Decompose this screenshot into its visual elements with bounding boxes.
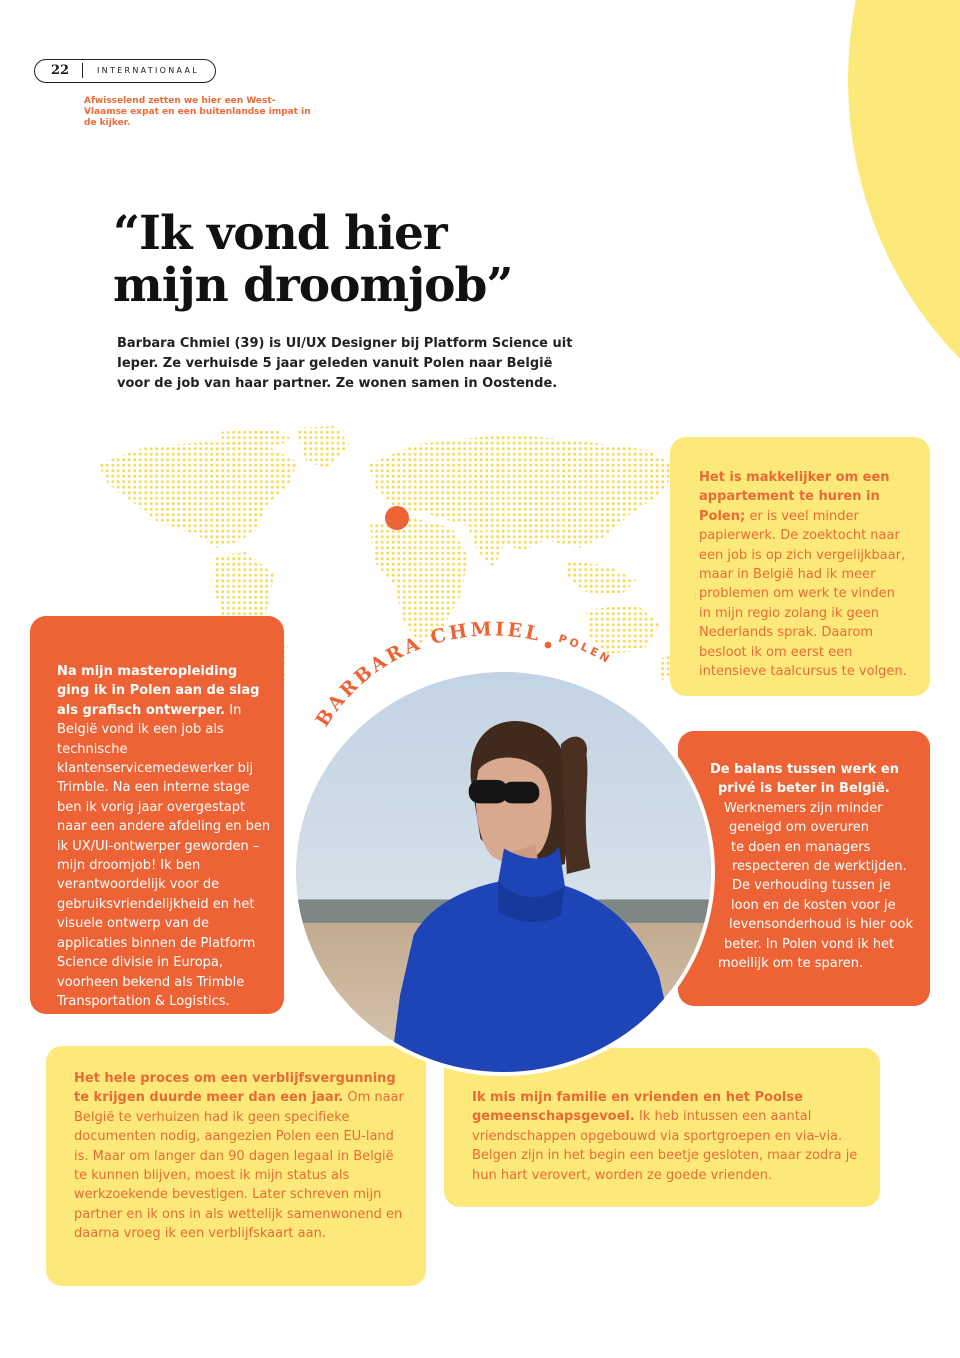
intro-text: Afwisselend zetten we hier een West-Vlaamse expat en een buitenlandse impat in de kijker. <box>84 96 311 128</box>
lead-paragraph: Barbara Chmiel (39) is UI/UX Designer bij Platform Science uit Ieper. Ze verhuisde 5 jaar geleden vanuit Polen naar België voor de job van haar partner. Ze wonen samen in Oostende. <box>117 336 573 391</box>
quote-balance-line: te doen en managers <box>731 839 871 855</box>
header-divider <box>82 63 83 78</box>
subject-name-label: BARBARA CHMIEL <box>311 618 544 731</box>
page-number: 22 <box>51 63 70 78</box>
quote-balance-line: geneigd om overuren <box>729 820 870 836</box>
quote-box-work-life-balance <box>678 731 930 1006</box>
quote-permit-text: Om naar België te verhuizen had ik geen specifieke documenten nodig, aangezien Polen een EU-land is. Maar om langer dan 90 dagen legaal in België te kunnen blijven, moest ik mijn status als werkzoekende bevestigen. Later schreven mijn partner en ik ons in als wettelijk samenwonend en daarna vroeg ik een verblijfskaart aan. <box>74 1090 404 1242</box>
decorative-yellow-arc <box>848 0 960 460</box>
quote-balance-line: Werknemers zijn minder <box>724 800 883 816</box>
quote-career-text: In België vond ik een job als technische klantenservicemedewerker bij Trimble. Na een interne stage ben ik vorig jaar overgestapt naar een andere afdeling en ben ik UX/UI-ontwerper geworden – mijn droomjob! Ik ben verantwoordelijk voor de gebruiksvriendelijkheid en het visuele ontwerp van de applicaties binnen de Platform Science divisie in Europa, voorheen bekend als Trimble Transportation & Logistics. <box>57 702 271 1009</box>
subject-country-label: POLEN <box>556 631 615 667</box>
quote-balance-line: beter. In Polen vond ik het <box>724 936 895 952</box>
quote-family-text: Ik heb intussen een aantal vriendschappen opgebouwd via sportgroepen en via-via. Belgen zijn in het begin een beetje gesloten, maar zodra je hun hart verovert, worden ze goede vrienden. <box>472 1109 858 1183</box>
quote-balance-line: respecteren de werktijden. <box>732 859 907 875</box>
quote-permit-bold: Het hele proces om een verblijfsvergunning te krijgen duurde meer dan een jaar. <box>74 1071 396 1106</box>
quote-box-career <box>30 616 284 1014</box>
quote-box-housing <box>670 437 930 696</box>
quote-balance-bold-line: De balans tussen werk en <box>710 762 899 777</box>
page-header <box>34 59 216 83</box>
title-line-2: mijn droomjob” <box>113 258 513 313</box>
separator-dot-icon <box>545 642 552 649</box>
quote-housing-bold: Het is makkelijker om een appartement te huren in Polen; <box>699 470 890 524</box>
section-label: INTERNATIONAAL <box>97 66 200 75</box>
quote-box-residence-permit <box>46 1046 426 1286</box>
quote-career-bold: Na mijn masteropleiding ging ik in Polen aan de slag als grafisch ontwerper. <box>57 664 260 718</box>
portrait-photo <box>292 668 715 1076</box>
title-line-1: “Ik vond hier <box>113 206 447 261</box>
quote-balance-line: loon en de kosten voor je <box>731 897 896 913</box>
quote-balance-line: moeilijk om te sparen. <box>718 956 864 972</box>
quote-housing-text: er is veel minder papierwerk. De zoektocht naar een job is op zich vergelijkbaar, maar in België had ik meer problemen om werk te vinden in mijn regio zolang ik geen Nederlands sprak. Daarom besloot ik om eerst een intensieve taalcursus te volgen. <box>699 508 907 680</box>
article-title <box>113 208 573 312</box>
quote-balance-bold-line: privé is beter in België. <box>718 781 890 797</box>
portrait-illustration <box>296 672 711 1072</box>
quote-balance-line: De verhouding tussen je <box>732 878 891 894</box>
quote-family-bold: Ik mis mijn familie en vrienden en het Poolse gemeenschapsgevoel. <box>472 1090 803 1125</box>
quote-balance-line: levensonderhoud is hier ook <box>729 917 913 933</box>
